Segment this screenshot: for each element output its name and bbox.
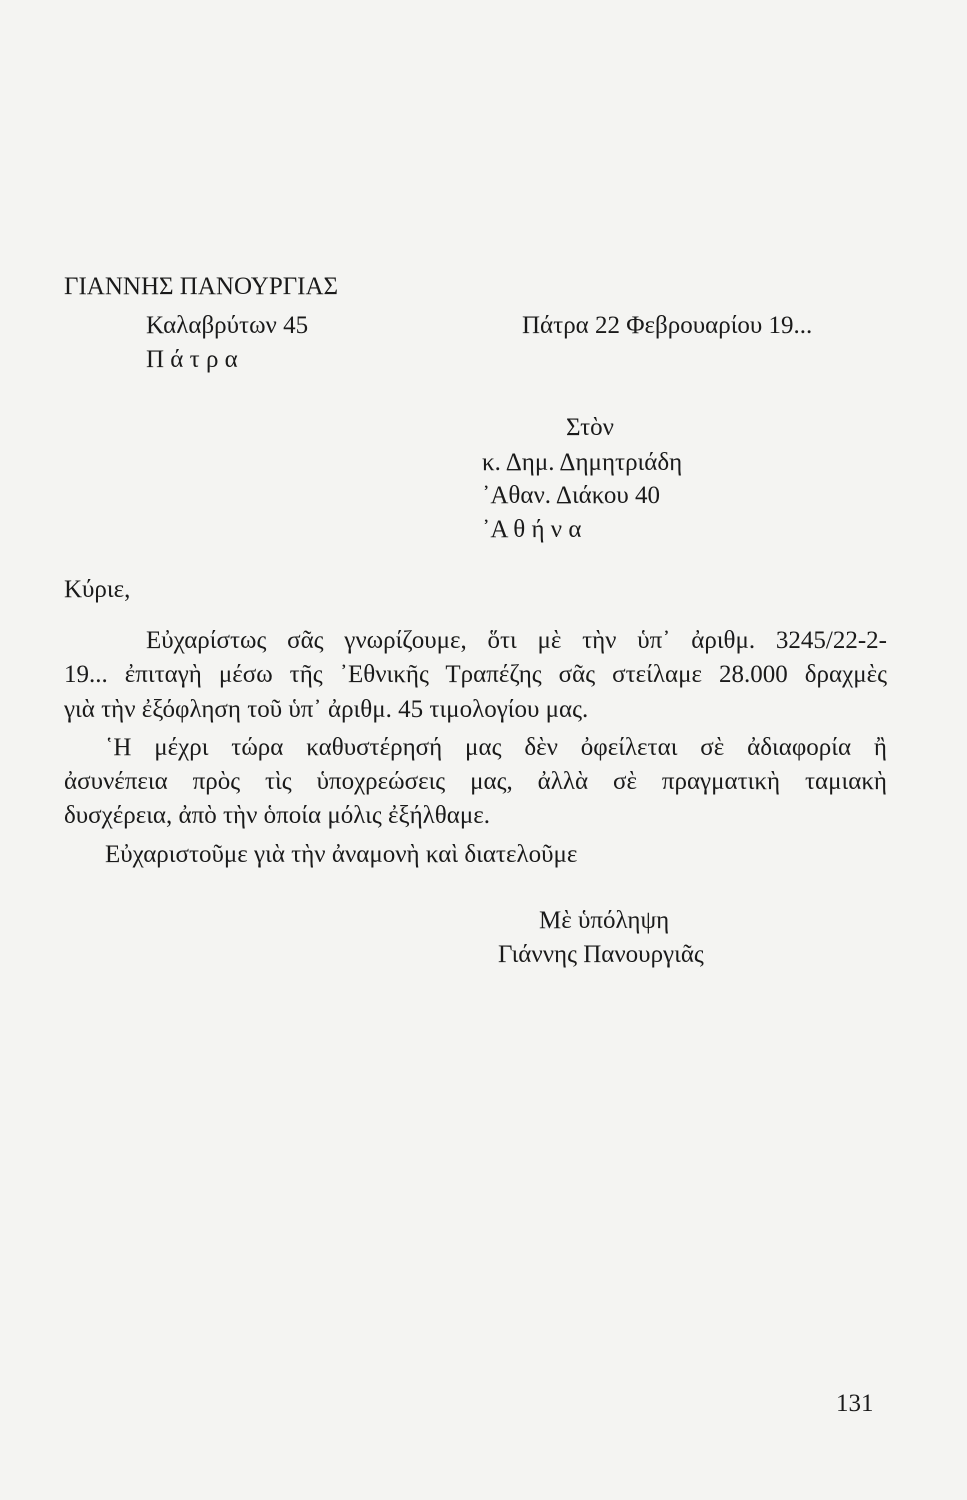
recipient-to: Στὸν — [566, 414, 614, 441]
closing-signature: Γιάννης Πανουργιᾶς — [498, 941, 704, 968]
body-paragraph-1-line-3: γιὰ τὴν ἐξόφληση τοῦ ὑπ᾿ ἀριθμ. 45 τιμολογίου μας. — [64, 696, 589, 723]
body-paragraph-3-line-1: Εὐχαριστοῦμε γιὰ τὴν ἀναμονὴ καὶ διατελοῦμε — [105, 841, 578, 868]
date-line: Πάτρα 22 Φεβρουαρίου 19... — [522, 312, 813, 339]
recipient-city: ᾿Α θ ή ν α — [482, 516, 582, 543]
recipient-name: κ. Δημ. Δημητριάδη — [482, 449, 683, 476]
salutation: Κύριε, — [64, 576, 131, 603]
sender-street: Καλαβρύτων 45 — [146, 312, 309, 339]
sender-city: Π ά τ ρ α — [146, 346, 238, 373]
sender-name: ΓΙΑΝΝΗΣ ΠΑΝΟΥΡΓΙΑΣ — [64, 273, 339, 300]
body-paragraph-2-line-1: ῾Η μέχρι τώρα καθυστέρησή μας δὲν ὀφείλεται σὲ ἀδιαφορία ἢ — [105, 734, 887, 761]
body-paragraph-2-line-3: δυσχέρεια, ἀπὸ τὴν ὁποία μόλις ἐξήλθαμε. — [64, 802, 491, 829]
page-number: 131 — [836, 1390, 874, 1417]
body-paragraph-2-line-2: ἀσυνέπεια πρὸς τὶς ὑποχρεώσεις μας, ἀλλὰ σὲ πραγματικὴ ταμιακὴ — [64, 768, 887, 795]
body-paragraph-1-line-2: 19... ἐπιταγὴ μέσω τῆς ᾿Εθνικῆς Τραπέζης σᾶς στείλαμε 28.000 δραχμὲς — [64, 661, 887, 688]
closing-regards: Μὲ ὑπόληψη — [539, 907, 670, 934]
recipient-street: ᾿Αθαν. Διάκου 40 — [482, 482, 660, 509]
body-paragraph-1-line-1: Εὐχαρίστως σᾶς γνωρίζουμε, ὅτι μὲ τὴν ὑπ᾿ ἀριθμ. 3245/22-2- — [146, 627, 887, 654]
